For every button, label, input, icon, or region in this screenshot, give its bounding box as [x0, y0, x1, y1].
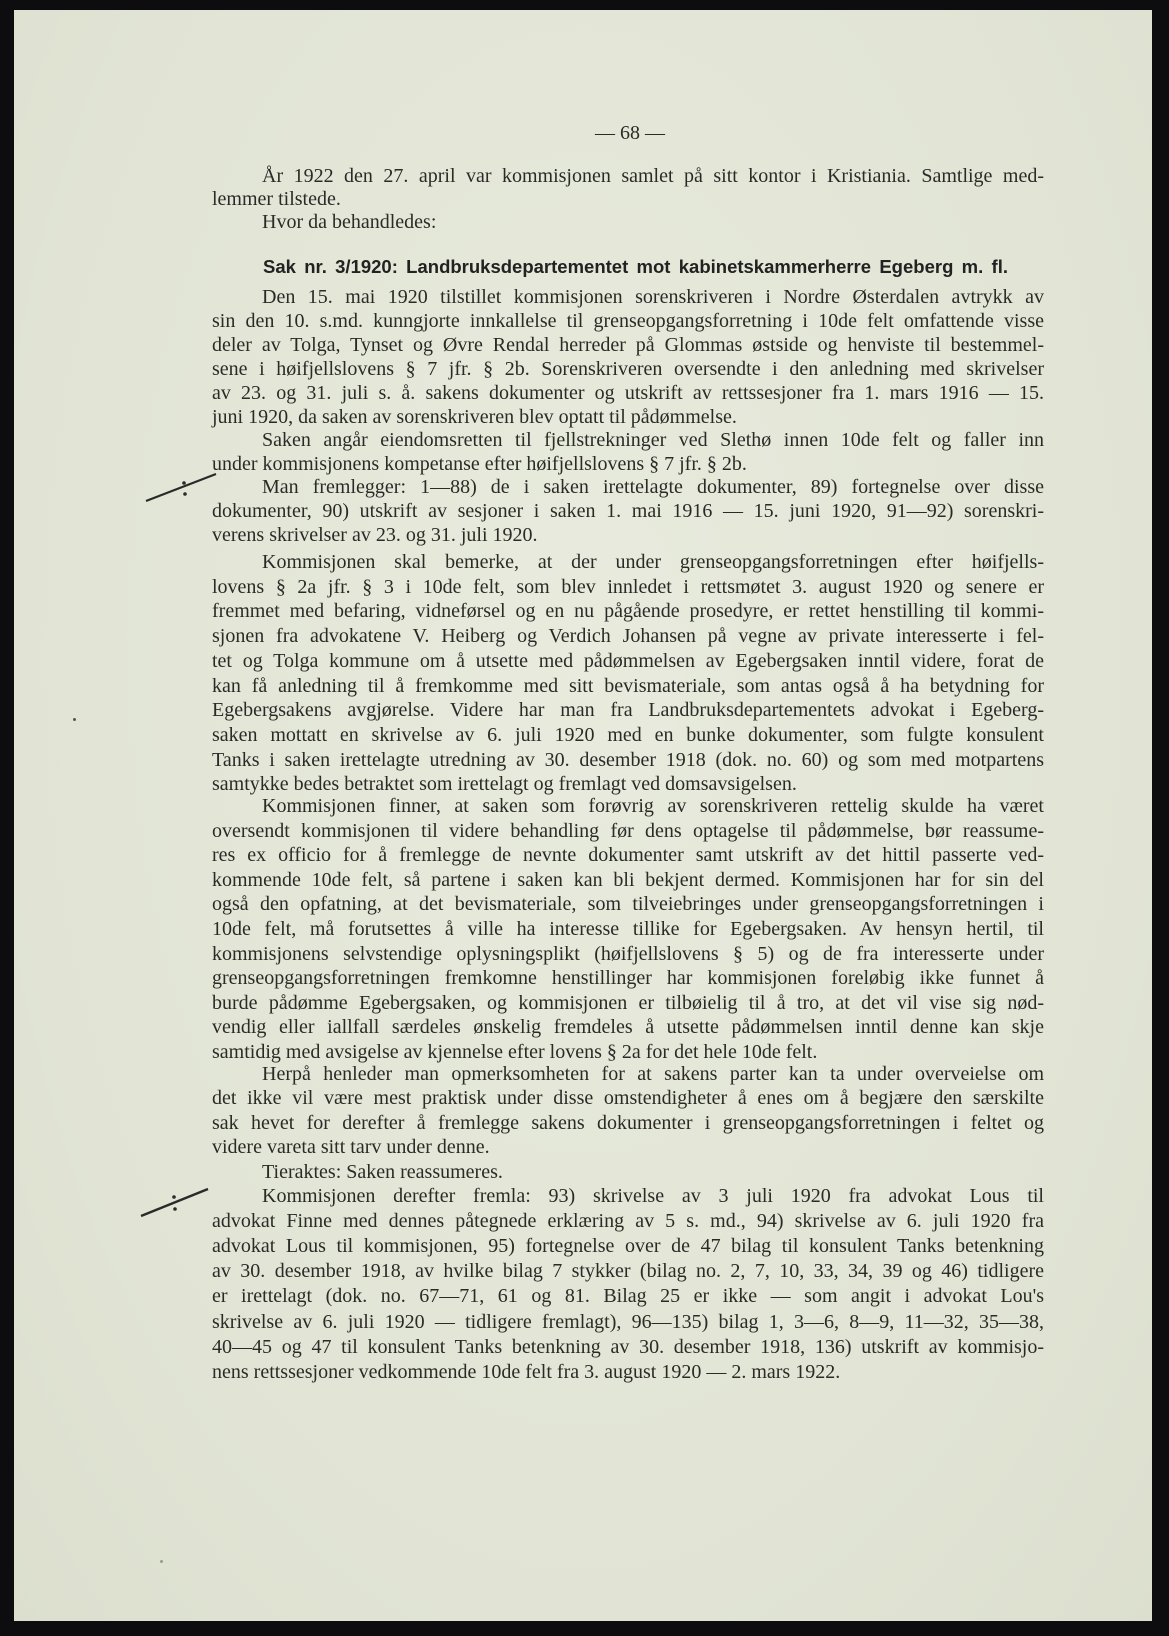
- text-line: Saken angår eiendomsretten til fjellstrekninger ved Slethø innen 10de felt og faller inn: [262, 429, 1044, 451]
- text-line: av 30. desember 1918, av hvilke bilag 7 stykker (bilag no. 2, 7, 10, 33, 34, 39 og 46) tidligere: [212, 1260, 1044, 1282]
- text-line: verens skrivelser av 23. og 31. juli 1920.: [212, 524, 538, 546]
- scan-speck: [73, 718, 76, 721]
- text-line: advokat Lous til kommisjonen, 95) fortegnelse over de 47 bilag til konsulent Tanks betenkning: [212, 1235, 1044, 1257]
- text-line: av 23. og 31. juli s. å. sakens dokumenter og utskrift av rettssesjoner fra 1. mars 1916 — 15.: [212, 382, 1044, 404]
- text-line: 40—45 og 47 til konsulent Tanks betenkning av 30. desember 1918, 136) utskrift av kommisjo-: [212, 1336, 1044, 1358]
- text-line: kommisjonens selvstendige oplysningsplikt (høifjellslovens § 5) og de fra interesserte under: [212, 943, 1044, 965]
- text-line: sak hevet for derefter å fremlegge sakens dokumenter i grenseopgangsforretningen i feltet og: [212, 1112, 1044, 1134]
- margin-strike-mark-icon: [136, 1182, 216, 1222]
- text-line: er irettelagt (dok. no. 67—71, 61 og 81. Bilag 25 er ikke — som angit i advokat Lou's: [212, 1285, 1044, 1307]
- case-heading: Sak nr. 3/1920: Landbruksdepartementet mot kabinetskammerherre Egeberg m. fl.: [263, 256, 1008, 277]
- text-line: oversendt kommisjonen til videre behandling før dens optagelse til pådømmelse, bør reassume-: [212, 820, 1044, 842]
- text-line: det ikke vil være mest praktisk under disse omstendigheter å enes om å begjære den særskilte: [212, 1087, 1044, 1109]
- text-line: lovens § 2a jfr. § 3 i 10de felt, som blev innledet i rettsmøtet 3. august 1920 og senere er: [212, 576, 1044, 598]
- text-line: også den opfatning, at det bevismateriale, som tilveiebringes under grenseopgangsforretningen i: [212, 893, 1044, 915]
- text-line: nens rettssesjoner vedkommende 10de felt fra 3. august 1920 — 2. mars 1922.: [212, 1361, 841, 1383]
- text-line: videre vareta sitt tarv under denne.: [212, 1136, 490, 1158]
- text-line: Hvor da behandledes:: [262, 211, 437, 233]
- text-line: juni 1920, da saken av sorenskriveren blev optatt til pådømmelse.: [212, 406, 737, 428]
- text-line: Kommisjonen derefter fremla: 93) skrivelse av 3 juli 1920 fra advokat Lous til: [262, 1185, 1044, 1207]
- text-line: kommende 10de felt, så partene i saken kan bli bekjent dermed. Kommisjonen har for sin del: [212, 869, 1044, 891]
- text-line: skrivelse av 6. juli 1920 — tidligere fremlagt), 96—135) bilag 1, 3—6, 8—9, 11—32, 35—38,: [212, 1311, 1044, 1333]
- text-line: samtidig med avsigelse av kjennelse efter lovens § 2a for det hele 10de felt.: [212, 1041, 818, 1063]
- text-line: lemmer tilstede.: [212, 188, 341, 210]
- text-line: grenseopgangsforretningen fremkomne henstillinger har kommisjonen foreløbig ikke funnet å: [212, 967, 1044, 989]
- text-line: deler av Tolga, Tynset og Øvre Rendal herreder på Glommas østside og henviste til bestemmel-: [212, 334, 1044, 356]
- scan-speck: [160, 1560, 163, 1563]
- page-number: — 68 —: [595, 122, 665, 144]
- text-line: dokumenter, 90) utskrift av sesjoner i saken 1. mai 1916 — 15. juni 1920, 91—92) sorenskri-: [212, 500, 1044, 522]
- text-line: vendig eller iallfall særdeles ønskelig fremdeles å utsette pådømmelsen inntil denne kan skje: [212, 1016, 1044, 1038]
- text-line: sjonen fra advokatene V. Heiberg og Verdich Johansen på vegne av private interesserte i fel-: [212, 625, 1044, 647]
- text-line: År 1922 den 27. april var kommisjonen samlet på sitt kontor i Kristiania. Samtlige med-: [262, 165, 1044, 187]
- text-line: Kommisjonen skal bemerke, at der under grenseopgangsforretningen efter høifjells-: [262, 551, 1044, 573]
- text-line: Man fremlegger: 1—88) de i saken irettelagte dokumenter, 89) fortegnelse over disse: [262, 476, 1044, 498]
- text-line: saken mottatt en skrivelse av 6. juli 1920 med en bunke dokumenter, som fulgte konsulent: [212, 724, 1044, 746]
- text-line: Kommisjonen finner, at saken som forøvrig av sorenskriveren rettelig skulde ha været: [262, 795, 1044, 817]
- text-line: tet og Tolga kommune om å utsette med pådømmelsen av Egebergsaken inntil videre, forat de: [212, 650, 1044, 672]
- text-line: sin den 10. s.md. kunngjorte innkallelse til grenseopgangsforretning i 10de felt omfattende visse: [212, 310, 1044, 332]
- text-line: Den 15. mai 1920 tilstillet kommisjonen sorenskriveren i Nordre Østerdalen avtrykk av: [262, 286, 1044, 308]
- text-line: under kommisjonens kompetanse efter høifjellslovens § 7 jfr. § 2b.: [212, 453, 747, 475]
- text-line: Egebergsakens avgjørelse. Videre har man fra Landbruksdepartementets advokat i Egeberg-: [212, 699, 1044, 721]
- text-line: fremmet med befaring, vidneførsel og en nu pågående prosedyre, er rettet henstilling til kommi-: [212, 600, 1044, 622]
- text-line: advokat Finne med dennes påtegnede erklæring av 5 s. md., 94) skrivelse av 6. juli 1920 fra: [212, 1210, 1044, 1232]
- text-line: kan få anledning til å fremkomme med sitt bevismateriale, som antas også å ha betydning for: [212, 675, 1044, 697]
- text-line: Herpå henleder man opmerksomheten for at sakens parter kan ta under overveielse om: [262, 1063, 1044, 1085]
- text-line: burde pådømme Egebergsaken, og kommisjonen er tilbøielig til å tro, at det vil vise sig nød-: [212, 992, 1044, 1014]
- text-line: sene i høifjellslovens § 7 jfr. § 2b. Sorenskriveren oversendte i den anledning med skrivelser: [212, 358, 1044, 380]
- text-line: Tanks i saken irettelagte utredning av 30. desember 1918 (dok. no. 60) og som med motpartens: [212, 749, 1044, 771]
- text-line: Tieraktes: Saken reassumeres.: [262, 1161, 503, 1183]
- text-line: 10de felt, må forutsettes å ville ha interesse tillike for Egebergsaken. Av hensyn hertil, til: [212, 918, 1044, 940]
- margin-strike-mark-icon: [140, 468, 220, 508]
- text-line: samtykke bedes betraktet som irettelagt og fremlagt ved domsavsigelsen.: [212, 773, 797, 795]
- text-line: res ex officio for å fremlegge de nevnte dokumenter samt utskrift av det hittil passerte ved-: [212, 844, 1044, 866]
